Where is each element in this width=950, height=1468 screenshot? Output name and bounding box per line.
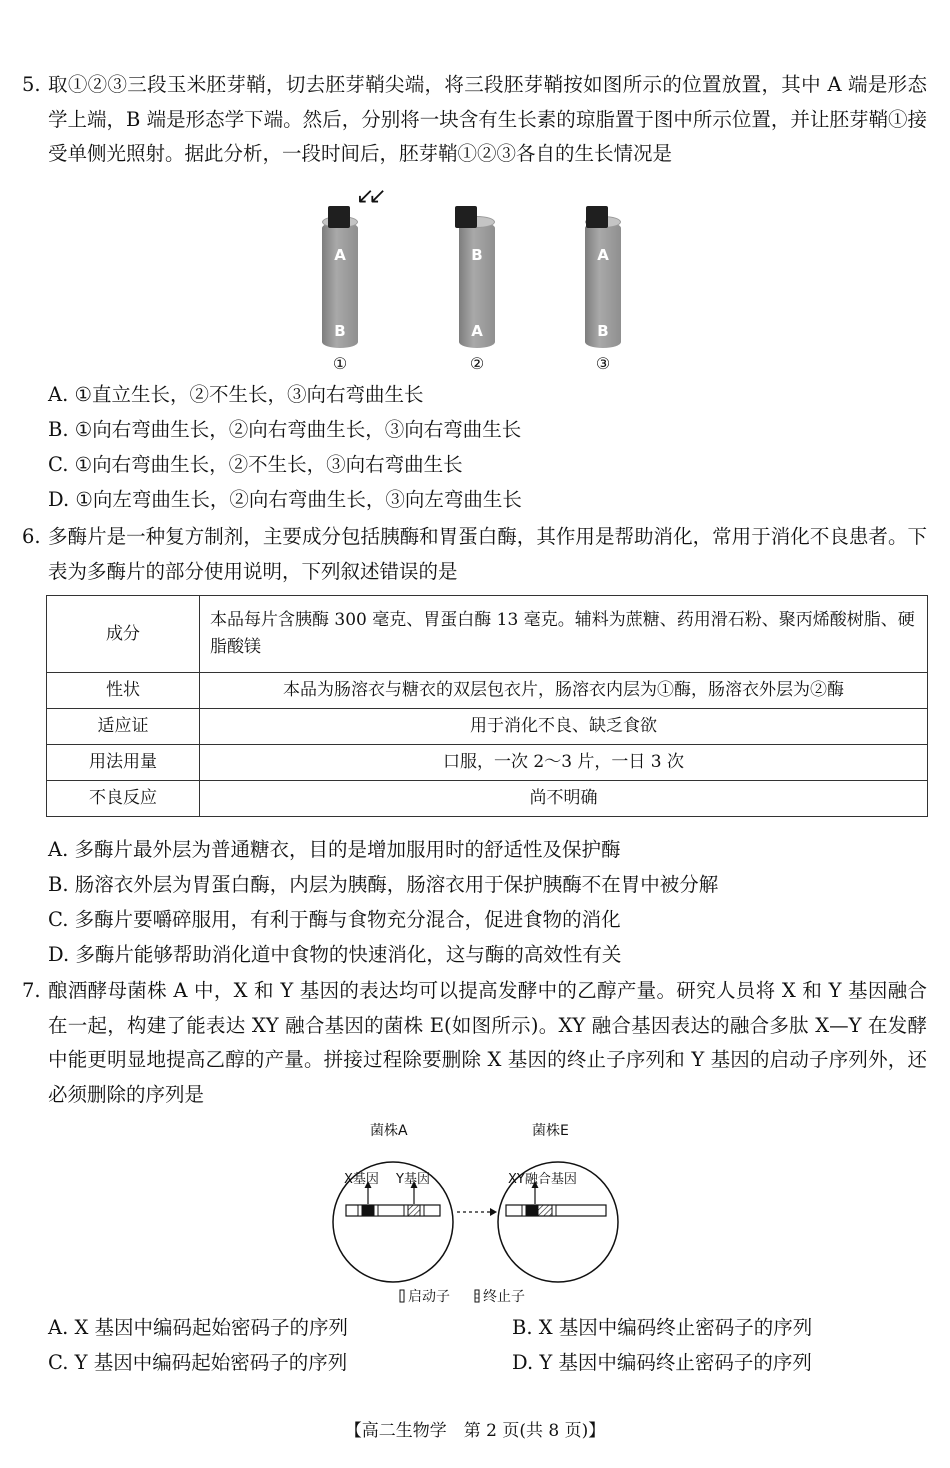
strain-e-label: 菌株E <box>532 1123 569 1139</box>
option-d[interactable]: D. Y 基因中编码终止密码子的序列 <box>512 1351 812 1374</box>
segment-number: ② <box>469 354 485 373</box>
segment-label-bottom: A <box>471 322 483 340</box>
option-a[interactable]: A. 多酶片最外层为普通糖衣，目的是增加服用时的舒适性及保护酶 <box>48 838 621 861</box>
segment-number: ① <box>332 354 348 373</box>
legend-promoter-icon <box>400 1290 404 1302</box>
question-stem: 酿酒酵母菌株 A 中，X 和 Y 基因的表达均可以提高发酵中的乙醇产量。研究人员将 X 和 Y 基因融合在一起，构建了能表达 XY 融合基因的菌株 E(如图所示)。XY 融合基因表达的融合多肽 X—Y 在发酵中能更明显地提高乙醇的产量。拼接过程除要删除 X 基因的终止子序列和 Y 基因的启动子序列外，还必须删除的序列是 <box>48 979 927 1106</box>
terminator-x <box>374 1205 378 1216</box>
terminator-xy <box>552 1205 556 1216</box>
option-c[interactable]: C. Y 基因中编码起始密码子的序列 <box>48 1351 348 1374</box>
question-7 <box>22 974 927 1112</box>
table-value: 口服，一次 2～3 片，一日 3 次 <box>200 745 928 781</box>
segment-number: ③ <box>595 354 611 373</box>
table-key: 成分 <box>47 596 200 673</box>
option-b[interactable]: B. X 基因中编码终止密码子的序列 <box>512 1316 813 1339</box>
legend-terminator-label: 终止子 <box>483 1289 525 1305</box>
y-part-block <box>538 1205 552 1216</box>
legend-terminator-icon <box>475 1290 479 1302</box>
table-row <box>47 745 928 781</box>
option-d[interactable]: D. 多酶片能够帮助消化道中食物的快速消化，这与酶的高效性有关 <box>48 943 622 966</box>
table-value: 尚不明确 <box>200 781 928 817</box>
question-stem: 取①②③三段玉米胚芽鞘，切去胚芽鞘尖端，将三段胚芽鞘按如图所示的位置放置，其中 A 端是形态学上端，B 端是形态学下端。然后，分别将一块含有生长素的琼脂置于图中所示位置，并让胚芽鞘①接受单侧光照射。据此分析，一段时间后，胚芽鞘①②③各自的生长情况是 <box>48 73 927 165</box>
table-key: 性状 <box>47 673 200 709</box>
y-gene-label: Y基因 <box>396 1172 430 1187</box>
question-5 <box>22 68 927 172</box>
strain-a-label: 菌株A <box>370 1123 408 1139</box>
table-key: 不良反应 <box>47 781 200 817</box>
arrow-head-icon <box>490 1208 497 1216</box>
y-gene-block <box>408 1205 420 1216</box>
x-part-block <box>526 1205 538 1216</box>
table-row <box>47 781 928 817</box>
promoter-xy <box>522 1205 526 1216</box>
table-key: 适应证 <box>47 709 200 745</box>
strain-diagram <box>330 1118 630 1313</box>
question-number: 7. <box>22 979 41 1002</box>
promoter-x <box>358 1205 362 1216</box>
question-number: 6. <box>22 525 41 548</box>
table-row <box>47 596 928 673</box>
option-b[interactable]: B. 肠溶衣外层为胃蛋白酶，内层为胰酶，肠溶衣用于保护胰酶不在胃中被分解 <box>48 873 719 896</box>
agar-block <box>586 206 608 228</box>
segment-label-top: A <box>334 246 346 264</box>
option-d[interactable]: D. ①向左弯曲生长，②向右弯曲生长，③向左弯曲生长 <box>48 488 522 511</box>
x-gene-label: X基因 <box>344 1172 379 1187</box>
segment-label-top: B <box>471 246 483 264</box>
page-footer: 【高二生物学 第 2 页(共 8 页)】 <box>344 1421 606 1441</box>
table-key: 用法用量 <box>47 745 200 781</box>
option-c[interactable]: C. ①向右弯曲生长，②不生长，③向右弯曲生长 <box>48 453 463 476</box>
segment-label-bottom: B <box>334 322 346 340</box>
question-stem: 多酶片是一种复方制剂，主要成分包括胰酶和胃蛋白酶，其作用是帮助消化，常用于消化不良患者。下表为多酶片的部分使用说明，下列叙述错误的是 <box>48 525 927 583</box>
table-value: 本品每片含胰酶 300 毫克、胃蛋白酶 13 毫克。辅料为蔗糖、药用滑石粉、聚丙烯酸树脂、硬脂酸镁 <box>200 596 928 673</box>
option-c[interactable]: C. 多酶片要嚼碎服用，有利于酶与食物充分混合，促进食物的消化 <box>48 908 621 931</box>
x-gene-block <box>362 1205 374 1216</box>
light-arrows-icon: ↙↙ <box>356 184 381 209</box>
question-6 <box>22 520 927 589</box>
agar-block <box>455 206 477 228</box>
table-value: 本品为肠溶衣与糖衣的双层包衣片，肠溶衣内层为①酶，肠溶衣外层为②酶 <box>200 673 928 709</box>
question-number: 5. <box>22 73 41 96</box>
instruction-table <box>46 595 928 817</box>
agar-block <box>328 206 350 228</box>
coleoptile-figure <box>322 184 632 376</box>
option-a[interactable]: A. ①直立生长，②不生长，③向右弯曲生长 <box>48 383 424 406</box>
xy-gene-label: XY融合基因 <box>508 1172 577 1187</box>
legend-promoter-label: 启动子 <box>408 1289 450 1305</box>
segment-label-bottom: B <box>597 322 609 340</box>
strain-figure <box>330 1118 630 1313</box>
segment-label-top: A <box>597 246 609 264</box>
table-row <box>47 673 928 709</box>
terminator-y <box>420 1205 424 1216</box>
promoter-y <box>404 1205 408 1216</box>
table-row <box>47 709 928 745</box>
table-value: 用于消化不良、缺乏食欲 <box>200 709 928 745</box>
option-b[interactable]: B. ①向右弯曲生长，②向右弯曲生长，③向右弯曲生长 <box>48 418 522 441</box>
option-a[interactable]: A. X 基因中编码起始密码子的序列 <box>48 1316 349 1339</box>
